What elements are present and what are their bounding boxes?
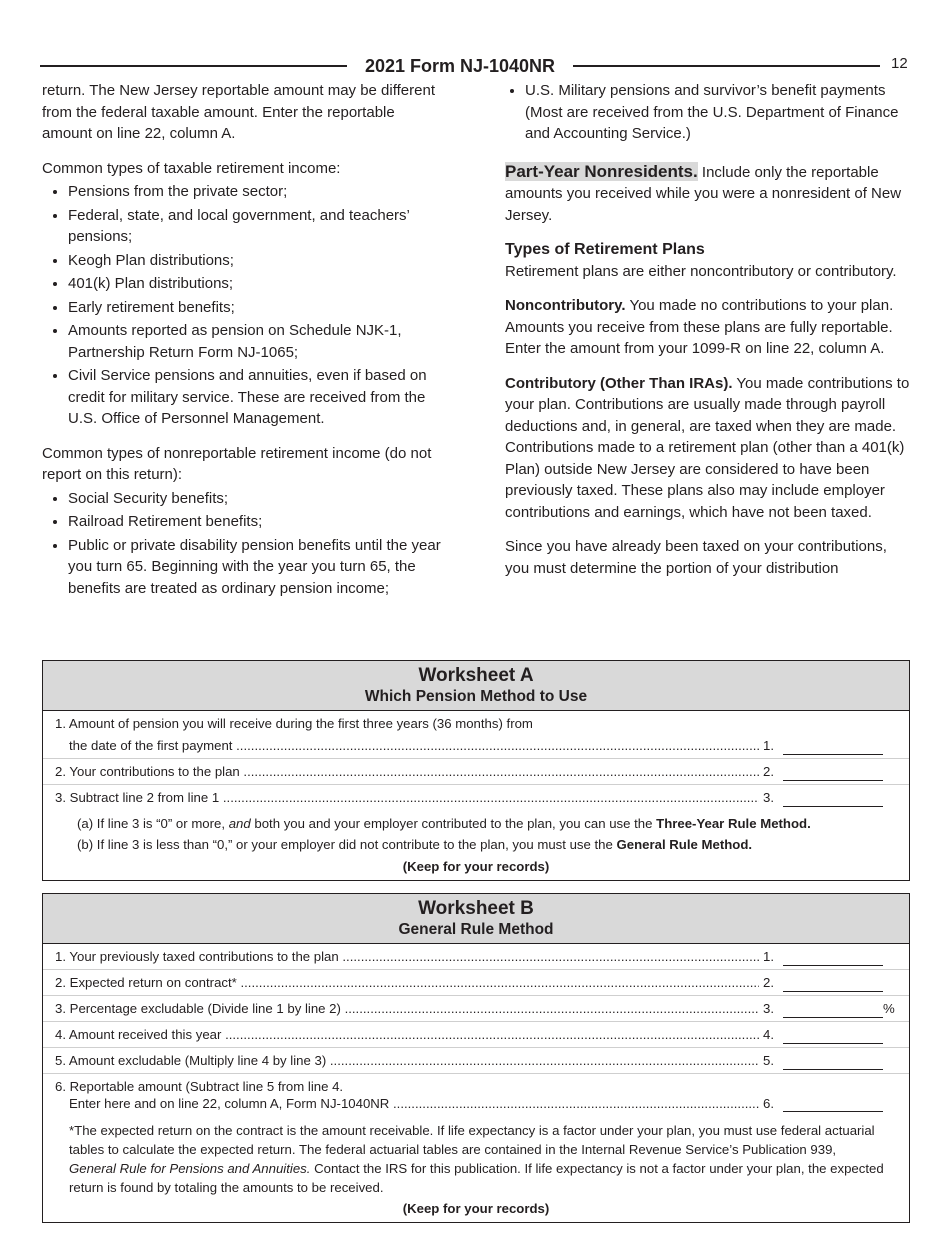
keep-for-records: (Keep for your records) xyxy=(402,859,550,874)
worksheet-a-subtitle: Which Pension Method to Use xyxy=(364,688,588,705)
worksheet-b-title: Worksheet B xyxy=(418,898,534,919)
line-5-input[interactable] xyxy=(783,1055,883,1070)
list-item: • Early retirement benefits; xyxy=(68,297,447,319)
line-1-input[interactable] xyxy=(783,951,883,966)
list-item: • U.S. Military pensions and survivor’s benefit payments (Most are received from the U.S. Department of Finance and Accounting Service.) xyxy=(525,80,910,145)
types-heading: Types of Retirement Plans xyxy=(505,241,705,258)
line-2-input[interactable] xyxy=(783,766,883,781)
worksheet-b-line-2: 2. Expected return on contract* ..... 2. xyxy=(43,970,909,996)
right-column xyxy=(505,80,910,592)
nonreportable-heading: Common types of nonreportable retirement income (do not report on this return): xyxy=(42,444,432,483)
percent-sign: % xyxy=(883,1001,895,1016)
line-3-input[interactable] xyxy=(783,1003,883,1018)
keep-for-records: (Keep for your records) xyxy=(402,1201,550,1216)
taxable-list xyxy=(42,181,447,430)
worksheet-b xyxy=(42,893,910,1223)
worksheet-b-line-6a: 6. Reportable amount (Subtract line 5 from line 4. xyxy=(55,1079,344,1094)
noncontrib-paragraph xyxy=(505,295,910,360)
part-year-paragraph xyxy=(505,161,910,227)
worksheet-b-header xyxy=(43,894,909,944)
left-column xyxy=(42,80,447,612)
types-text: Retirement plans are either noncontributory or contributory. xyxy=(505,262,897,280)
list-item: • Public or private disability pension benefits until the year you turn 65. Beginning with the year you turn 65, the benefits are treated as ordinary pension income; xyxy=(68,535,447,600)
worksheet-b-line-1: 1. Your previously taxed contributions to the plan ..... 1. xyxy=(43,944,909,970)
worksheet-b-line-6: Enter here and on line 22, column A, Form NJ-1040NR ..... 6. xyxy=(43,1096,909,1115)
since-paragraph: Since you have already been taxed on your contributions, you must determine the portion of your distribution xyxy=(505,538,887,577)
worksheet-b-line-3: 3. Percentage excludable (Divide line 1 by line 2) ..... 3. % xyxy=(43,996,909,1022)
contrib-paragraph xyxy=(505,373,910,524)
worksheet-a-header xyxy=(43,661,909,711)
footnote: *The expected return on the contract is the amount receivable. If life expectancy is a factor under your plan, you must use federal actuarial tables to calculate the expected return. The federal actuarial tables are contained in the Internal Revenue Service’s Publication 939, General Rule for Pensions and Annuities. Contact the IRS for this publication. If life expectancy is not a factor under your plan, the expected return is found by totaling the amounts to be received. xyxy=(69,1123,884,1195)
list-item: • Federal, state, and local government, and teachers’ pensions; xyxy=(68,205,447,248)
list-item: • Civil Service pensions and annuities, even if based on credit for military service. These are received from the U.S. Office of Personnel Management. xyxy=(68,365,447,430)
line-1-input[interactable] xyxy=(783,740,883,755)
military-list xyxy=(505,80,910,145)
worksheet-a xyxy=(42,660,910,881)
line-6-input[interactable] xyxy=(783,1097,883,1112)
form-title: 2021 Form NJ-1040NR xyxy=(364,55,556,76)
contrib-heading: Contributory (Other Than IRAs). xyxy=(505,374,733,392)
list-item: • Railroad Retirement benefits; xyxy=(68,511,447,533)
list-item: • Social Security benefits; xyxy=(68,488,447,510)
list-item: • Amounts reported as pension on Schedule NJK-1, Partnership Return Form NJ-1065; xyxy=(68,320,447,363)
list-item: • 401(k) Plan distributions; xyxy=(68,273,447,295)
intro-paragraph: return. The New Jersey reportable amount may be different from the federal taxable amount. Enter the reportable amount on line 22, column A. xyxy=(42,82,435,142)
worksheet-a-title: Worksheet A xyxy=(418,665,534,686)
worksheet-a-line-1: the date of the first payment ..... 1. xyxy=(43,733,909,759)
part-year-text: Include only the reportable amounts you received while you were a nonresident of New Jersey. xyxy=(505,163,902,224)
worksheet-a-line-1a: 1. Amount of pension you will receive during the first three years (36 months) from xyxy=(55,716,533,731)
nonreportable-list xyxy=(42,488,447,600)
header-rule-right xyxy=(573,65,880,67)
page-header xyxy=(40,54,880,78)
list-item: • Pensions from the private sector; xyxy=(68,181,447,203)
part-year-heading: Part-Year Nonresidents. xyxy=(505,161,698,181)
worksheet-a-line-3: 3. Subtract line 2 from line 1 ..... 3. xyxy=(43,785,909,810)
header-rule-left xyxy=(40,65,347,67)
line-3-input[interactable] xyxy=(783,792,883,807)
line-2-input[interactable] xyxy=(783,977,883,992)
types-paragraph xyxy=(505,239,910,282)
worksheet-a-line-2: 2. Your contributions to the plan ..... 2. xyxy=(43,759,909,785)
noncontrib-text: You made no contributions to your plan. Amounts you receive from these plans are fully reportable. Enter the amount from your 1099-R on line 22, column A. xyxy=(505,297,894,357)
instruction-a: (a) If line 3 is “0” or more, and both you and your employer contributed to the plan, you can use the Three-Year Rule Method. xyxy=(77,816,811,831)
instruction-b: (b) If line 3 is less than “0,” or your employer did not contribute to the plan, you must use the General Rule Method. xyxy=(77,837,753,852)
taxable-heading: Common types of taxable retirement income: xyxy=(42,159,341,177)
noncontrib-heading: Noncontributory. xyxy=(505,297,626,314)
contrib-text: You made contributions to your plan. Contributions are usually made through payroll deductions and, in general, are taxed when they are made. Contributions made to a retirement plan (other than a 401(k) Plan) outside New Jersey are considered to have been previously taxed. These plans also may include employer contributions and earnings, which have not been taxed. xyxy=(505,374,910,521)
worksheet-b-subtitle: General Rule Method xyxy=(398,921,554,938)
list-item: • Keogh Plan distributions; xyxy=(68,250,447,272)
page-number: 12 xyxy=(891,55,908,72)
worksheet-b-line-5: 5. Amount excludable (Multiply line 4 by line 3) ..... 5. xyxy=(43,1048,909,1074)
worksheet-b-line-4: 4. Amount received this year ..... 4. xyxy=(43,1022,909,1048)
worksheet-a-instructions xyxy=(43,810,909,855)
line-4-input[interactable] xyxy=(783,1029,883,1044)
